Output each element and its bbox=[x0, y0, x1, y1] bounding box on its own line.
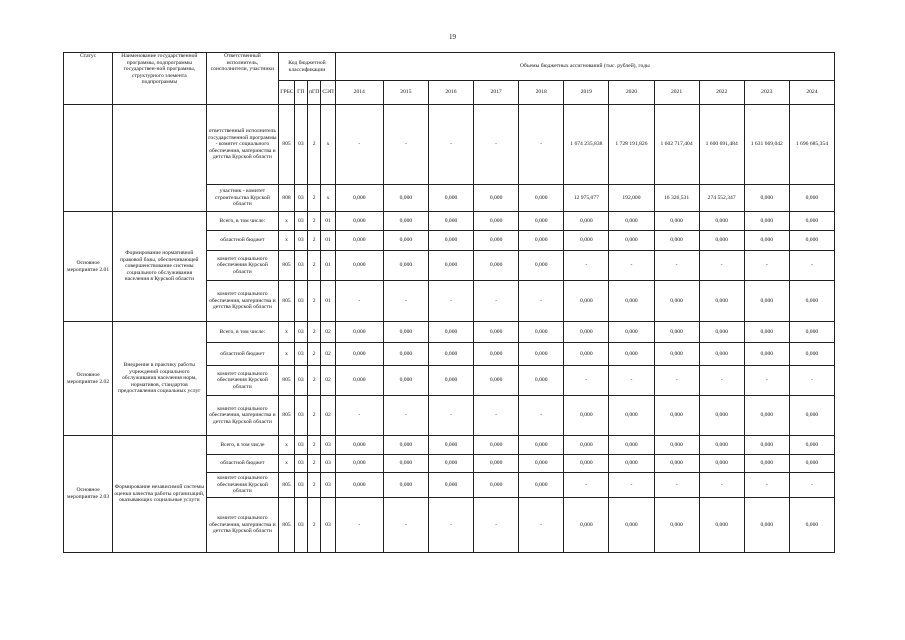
code-cell: 805 bbox=[279, 281, 294, 322]
header-year: 2024 bbox=[789, 81, 834, 105]
amount-cell: - bbox=[654, 366, 699, 396]
amount-cell: 0,000 bbox=[699, 455, 744, 473]
code-cell: 02 bbox=[321, 343, 335, 366]
executor-cell: комитет социального обеспечения Курской области bbox=[206, 473, 279, 498]
amount-cell: - bbox=[474, 498, 519, 553]
amount-cell: - bbox=[474, 281, 519, 322]
amount-cell: 0,000 bbox=[428, 436, 473, 455]
code-cell: 03 bbox=[294, 473, 307, 498]
code-cell: 2 bbox=[307, 212, 320, 231]
code-cell: 2 bbox=[307, 231, 320, 251]
amount-cell: 0,000 bbox=[383, 343, 428, 366]
amount-cell: 0,000 bbox=[474, 455, 519, 473]
amount-cell: - bbox=[789, 366, 834, 396]
code-cell: 03 bbox=[294, 251, 307, 281]
code-cell: х bbox=[279, 322, 294, 343]
amount-cell: 0,000 bbox=[383, 473, 428, 498]
header-year: 2021 bbox=[654, 81, 699, 105]
amount-cell: - bbox=[699, 473, 744, 498]
code-cell: х bbox=[279, 343, 294, 366]
code-cell: 03 bbox=[294, 343, 307, 366]
code-cell: 805 bbox=[279, 366, 294, 396]
amount-cell: 0,000 bbox=[699, 436, 744, 455]
amount-cell: 0,000 bbox=[474, 251, 519, 281]
amount-cell: 0,000 bbox=[383, 212, 428, 231]
code-cell: 2 bbox=[307, 396, 320, 436]
amount-cell: 0,000 bbox=[383, 185, 428, 212]
code-cell: 805 bbox=[279, 105, 294, 185]
amount-cell: - bbox=[609, 473, 654, 498]
table-row bbox=[64, 436, 835, 455]
code-cell: 2 bbox=[307, 105, 320, 185]
table-row bbox=[64, 105, 835, 185]
amount-cell: 0,000 bbox=[428, 322, 473, 343]
header-code-pgp: пГП bbox=[307, 81, 320, 105]
code-cell: 03 bbox=[321, 455, 335, 473]
amount-cell: 0,000 bbox=[519, 212, 564, 231]
amount-cell: - bbox=[474, 105, 519, 185]
amount-cell: 0,000 bbox=[744, 436, 789, 455]
amount-cell: - bbox=[428, 396, 473, 436]
code-cell: 03 bbox=[321, 498, 335, 553]
header-code-gp: ГП bbox=[294, 81, 307, 105]
amount-cell: 0,000 bbox=[744, 343, 789, 366]
amount-cell: 0,000 bbox=[383, 251, 428, 281]
amount-cell: - bbox=[564, 366, 609, 396]
code-cell: 2 bbox=[307, 455, 320, 473]
code-cell: 2 bbox=[307, 281, 320, 322]
code-cell: 03 bbox=[294, 281, 307, 322]
header-year: 2014 bbox=[335, 81, 383, 105]
header-code-sep: СЭП bbox=[321, 81, 335, 105]
amount-cell: 0,000 bbox=[519, 343, 564, 366]
amount-cell: 0,000 bbox=[609, 322, 654, 343]
header-year: 2017 bbox=[474, 81, 519, 105]
amount-cell: - bbox=[428, 498, 473, 553]
amount-cell: 0,000 bbox=[654, 436, 699, 455]
amount-cell: 0,000 bbox=[699, 212, 744, 231]
amount-cell: 0,000 bbox=[654, 498, 699, 553]
amount-cell: 0,000 bbox=[383, 436, 428, 455]
amount-cell: 0,000 bbox=[474, 212, 519, 231]
code-cell: 03 bbox=[294, 322, 307, 343]
executor-cell: Всего, в том числе bbox=[206, 436, 279, 455]
amount-cell: 0,000 bbox=[383, 455, 428, 473]
code-cell: 03 bbox=[294, 105, 307, 185]
amount-cell: 1 600 691,484 bbox=[699, 105, 744, 185]
amount-cell: 0,000 bbox=[789, 231, 834, 251]
amount-cell: 0,000 bbox=[699, 396, 744, 436]
amount-cell: - bbox=[654, 251, 699, 281]
amount-cell: - bbox=[609, 251, 654, 281]
executor-cell: комитет социального обеспечения, материнства и детства Курской области bbox=[206, 396, 279, 436]
amount-cell: 0,000 bbox=[519, 473, 564, 498]
amount-cell: 0,000 bbox=[335, 251, 383, 281]
amount-cell: 0,000 bbox=[609, 436, 654, 455]
amount-cell: 16 326,531 bbox=[654, 185, 699, 212]
amount-cell: 0,000 bbox=[428, 366, 473, 396]
amount-cell: 0,000 bbox=[654, 212, 699, 231]
amount-cell: 0,000 bbox=[519, 322, 564, 343]
table-body bbox=[64, 105, 835, 553]
code-cell: 01 bbox=[321, 212, 335, 231]
amount-cell: 0,000 bbox=[744, 455, 789, 473]
amount-cell: - bbox=[744, 366, 789, 396]
amount-cell: 0,000 bbox=[789, 212, 834, 231]
header-year: 2018 bbox=[519, 81, 564, 105]
amount-cell: 0,000 bbox=[335, 455, 383, 473]
amount-cell: 0,000 bbox=[519, 436, 564, 455]
code-cell: 805 bbox=[279, 396, 294, 436]
executor-cell: Всего, в том числе: bbox=[206, 212, 279, 231]
amount-cell: 0,000 bbox=[564, 281, 609, 322]
amount-cell: 0,000 bbox=[564, 231, 609, 251]
code-cell: 2 bbox=[307, 473, 320, 498]
amount-cell: 0,000 bbox=[428, 212, 473, 231]
code-cell: х bbox=[279, 212, 294, 231]
amount-cell: 0,000 bbox=[474, 343, 519, 366]
code-cell: 01 bbox=[321, 251, 335, 281]
amount-cell: 0,000 bbox=[519, 185, 564, 212]
amount-cell: 0,000 bbox=[654, 281, 699, 322]
code-cell: 03 bbox=[294, 436, 307, 455]
amount-cell: - bbox=[335, 281, 383, 322]
code-cell: 808 bbox=[279, 185, 294, 212]
program-name-cell: Формирование независимой системы оценки качества работы организаций, оказывающих социальные услуги bbox=[113, 436, 206, 553]
amount-cell: - bbox=[789, 473, 834, 498]
header-code-grbs: ГРБС bbox=[279, 81, 294, 105]
amount-cell: 0,000 bbox=[699, 343, 744, 366]
code-cell: 03 bbox=[294, 231, 307, 251]
header-year: 2023 bbox=[744, 81, 789, 105]
amount-cell: 0,000 bbox=[564, 212, 609, 231]
table-header bbox=[64, 53, 835, 105]
amount-cell: 0,000 bbox=[564, 322, 609, 343]
amount-cell: 0,000 bbox=[564, 396, 609, 436]
amount-cell: 0,000 bbox=[609, 231, 654, 251]
executor-cell: комитет социального обеспечения Курской области bbox=[206, 251, 279, 281]
amount-cell: 0,000 bbox=[744, 281, 789, 322]
amount-cell: - bbox=[609, 366, 654, 396]
code-cell: 02 bbox=[321, 322, 335, 343]
amount-cell: 0,000 bbox=[744, 498, 789, 553]
program-name-cell bbox=[113, 105, 206, 212]
code-cell: х bbox=[279, 455, 294, 473]
amount-cell: 0,000 bbox=[789, 396, 834, 436]
executor-cell: областной бюджет bbox=[206, 455, 279, 473]
amount-cell: - bbox=[744, 251, 789, 281]
amount-cell: 0,000 bbox=[335, 436, 383, 455]
code-cell: 03 bbox=[294, 366, 307, 396]
amount-cell: 0,000 bbox=[519, 366, 564, 396]
amount-cell: 0,000 bbox=[383, 231, 428, 251]
amount-cell: 274 552,347 bbox=[699, 185, 744, 212]
amount-cell: - bbox=[519, 396, 564, 436]
amount-cell: - bbox=[699, 251, 744, 281]
amount-cell: 0,000 bbox=[609, 281, 654, 322]
amount-cell: - bbox=[383, 281, 428, 322]
amount-cell: 0,000 bbox=[335, 343, 383, 366]
amount-cell: 0,000 bbox=[564, 455, 609, 473]
amount-cell: - bbox=[335, 396, 383, 436]
amount-cell: - bbox=[383, 396, 428, 436]
program-name-cell: Внедрение в практику работы учреждений социального обслуживания населения норм, нормативов, стандартов предоставления социальных услуг bbox=[113, 322, 206, 436]
amount-cell: 0,000 bbox=[654, 455, 699, 473]
amount-cell: 0,000 bbox=[474, 366, 519, 396]
code-cell: 01 bbox=[321, 231, 335, 251]
header-year: 2022 bbox=[699, 81, 744, 105]
program-name-cell: Формирование нормативной правовой базы, обеспечивающей совершенствование системы социального обслуживания населения в Курской области bbox=[113, 212, 206, 322]
status-cell: Основное мероприятие 2.01 bbox=[64, 212, 113, 322]
amount-cell: - bbox=[699, 366, 744, 396]
amount-cell: 0,000 bbox=[335, 366, 383, 396]
code-cell: 2 bbox=[307, 436, 320, 455]
code-cell: 02 bbox=[321, 366, 335, 396]
amount-cell: 0,000 bbox=[789, 281, 834, 322]
amount-cell: 0,000 bbox=[474, 473, 519, 498]
amount-cell: 0,000 bbox=[335, 231, 383, 251]
executor-cell: областной бюджет bbox=[206, 231, 279, 251]
amount-cell: - bbox=[428, 281, 473, 322]
amount-cell: 0,000 bbox=[744, 322, 789, 343]
amount-cell: 0,000 bbox=[609, 343, 654, 366]
amount-cell: 0,000 bbox=[609, 396, 654, 436]
amount-cell: 0,000 bbox=[519, 455, 564, 473]
amount-cell: 0,000 bbox=[744, 212, 789, 231]
amount-cell: - bbox=[519, 281, 564, 322]
amount-cell: 0,000 bbox=[699, 322, 744, 343]
amount-cell: 0,000 bbox=[789, 455, 834, 473]
amount-cell: 0,000 bbox=[383, 322, 428, 343]
amount-cell: 0,000 bbox=[789, 185, 834, 212]
amount-cell: - bbox=[564, 473, 609, 498]
code-cell: 2 bbox=[307, 322, 320, 343]
header-budget-code: Код бюджетной классификации bbox=[279, 53, 335, 81]
amount-cell: 0,000 bbox=[564, 436, 609, 455]
amount-cell: - bbox=[519, 498, 564, 553]
header-program-name: Наименование государственной программы, подпрограммы государствен-ной программы, структурного элемента подпрограммы bbox=[113, 53, 206, 105]
header-executor: Ответственный исполнитель, соисполнители, участники bbox=[206, 53, 279, 105]
header-budget-volumes: Объемы бюджетных ассигнований (тыс. рублей), годы bbox=[335, 53, 834, 81]
code-cell: 2 bbox=[307, 251, 320, 281]
amount-cell: 0,000 bbox=[744, 396, 789, 436]
amount-cell: 0,000 bbox=[699, 498, 744, 553]
code-cell: 03 bbox=[321, 473, 335, 498]
amount-cell: 0,000 bbox=[335, 473, 383, 498]
code-cell: 2 bbox=[307, 366, 320, 396]
amount-cell: 0,000 bbox=[654, 396, 699, 436]
code-cell: 2 bbox=[307, 343, 320, 366]
executor-cell: областной бюджет bbox=[206, 343, 279, 366]
code-cell: 03 bbox=[294, 396, 307, 436]
amount-cell: 1 674 235,838 bbox=[564, 105, 609, 185]
code-cell: 805 bbox=[279, 251, 294, 281]
amount-cell: 0,000 bbox=[335, 322, 383, 343]
code-cell: х bbox=[279, 436, 294, 455]
amount-cell: 0,000 bbox=[519, 231, 564, 251]
amount-cell: 0,000 bbox=[789, 343, 834, 366]
amount-cell: - bbox=[383, 498, 428, 553]
amount-cell: 0,000 bbox=[744, 185, 789, 212]
amount-cell: 0,000 bbox=[609, 212, 654, 231]
code-cell: 03 bbox=[294, 498, 307, 553]
amount-cell: 0,000 bbox=[428, 231, 473, 251]
amount-cell: 0,000 bbox=[474, 322, 519, 343]
amount-cell: 0,000 bbox=[654, 231, 699, 251]
code-cell: 01 bbox=[321, 281, 335, 322]
amount-cell: 0,000 bbox=[428, 455, 473, 473]
amount-cell: 12 975,077 bbox=[564, 185, 609, 212]
amount-cell: - bbox=[654, 473, 699, 498]
amount-cell: 0,000 bbox=[428, 185, 473, 212]
code-cell: 03 bbox=[294, 212, 307, 231]
amount-cell: - bbox=[474, 396, 519, 436]
amount-cell: 0,000 bbox=[609, 498, 654, 553]
amount-cell: 0,000 bbox=[474, 231, 519, 251]
code-cell: 03 bbox=[321, 436, 335, 455]
budget-allocation-table bbox=[63, 52, 835, 553]
amount-cell: - bbox=[335, 498, 383, 553]
amount-cell: 1 728 191,826 bbox=[609, 105, 654, 185]
executor-cell: Всего, в том числе: bbox=[206, 322, 279, 343]
header-status: Статус bbox=[64, 53, 113, 105]
code-cell: 805 bbox=[279, 473, 294, 498]
amount-cell: 0,000 bbox=[609, 455, 654, 473]
amount-cell: 0,000 bbox=[654, 322, 699, 343]
amount-cell: 0,000 bbox=[428, 343, 473, 366]
header-year: 2020 bbox=[609, 81, 654, 105]
page-number: 19 bbox=[449, 33, 456, 41]
executor-cell: комитет социального обеспечения, материнства и детства Курской области bbox=[206, 281, 279, 322]
code-cell: 2 bbox=[307, 185, 320, 212]
amount-cell: 0,000 bbox=[654, 343, 699, 366]
amount-cell: 0,000 bbox=[789, 498, 834, 553]
amount-cell: 1 696 685,354 bbox=[789, 105, 834, 185]
amount-cell: 1 602 717,404 bbox=[654, 105, 699, 185]
amount-cell: 0,000 bbox=[564, 343, 609, 366]
executor-cell: участник - комитет строительства Курской области bbox=[206, 185, 279, 212]
amount-cell: 0,000 bbox=[428, 251, 473, 281]
table-row bbox=[64, 212, 835, 231]
amount-cell: 0,000 bbox=[428, 473, 473, 498]
amount-cell: - bbox=[383, 105, 428, 185]
status-cell: Основное мероприятие 2.03 bbox=[64, 436, 113, 553]
code-cell: 2 bbox=[307, 498, 320, 553]
amount-cell: 0,000 bbox=[383, 366, 428, 396]
amount-cell: 0,000 bbox=[699, 231, 744, 251]
amount-cell: - bbox=[428, 105, 473, 185]
code-cell: 02 bbox=[321, 396, 335, 436]
amount-cell: 0,000 bbox=[519, 251, 564, 281]
table-row bbox=[64, 322, 835, 343]
executor-cell: ответственный исполнитель государственной программы - комитет социального обеспечения, материнства и детства Курской области bbox=[206, 105, 279, 185]
amount-cell: 0,000 bbox=[744, 231, 789, 251]
executor-cell: комитет социального обеспечения Курской области bbox=[206, 366, 279, 396]
amount-cell: - bbox=[519, 105, 564, 185]
amount-cell: 0,000 bbox=[789, 436, 834, 455]
code-cell: х bbox=[321, 185, 335, 212]
header-year: 2019 bbox=[564, 81, 609, 105]
amount-cell: - bbox=[789, 251, 834, 281]
amount-cell: 192,000 bbox=[609, 185, 654, 212]
status-cell bbox=[64, 105, 113, 212]
amount-cell: - bbox=[564, 251, 609, 281]
amount-cell: 0,000 bbox=[564, 498, 609, 553]
executor-cell: комитет социального обеспечения, материнства и детства Курской области bbox=[206, 498, 279, 553]
amount-cell: 0,000 bbox=[335, 212, 383, 231]
header-year: 2016 bbox=[428, 81, 473, 105]
code-cell: х bbox=[279, 231, 294, 251]
amount-cell: - bbox=[335, 105, 383, 185]
amount-cell: 0,000 bbox=[789, 322, 834, 343]
header-year: 2015 bbox=[383, 81, 428, 105]
code-cell: 03 bbox=[294, 455, 307, 473]
amount-cell: 0,000 bbox=[474, 436, 519, 455]
status-cell: Основное мероприятие 2.02 bbox=[64, 322, 113, 436]
amount-cell: 0,000 bbox=[335, 185, 383, 212]
amount-cell: 0,000 bbox=[474, 185, 519, 212]
code-cell: 03 bbox=[294, 185, 307, 212]
amount-cell: 0,000 bbox=[699, 281, 744, 322]
code-cell: 805 bbox=[279, 498, 294, 553]
code-cell: х bbox=[321, 105, 335, 185]
amount-cell: - bbox=[744, 473, 789, 498]
amount-cell: 1 631 669,042 bbox=[744, 105, 789, 185]
